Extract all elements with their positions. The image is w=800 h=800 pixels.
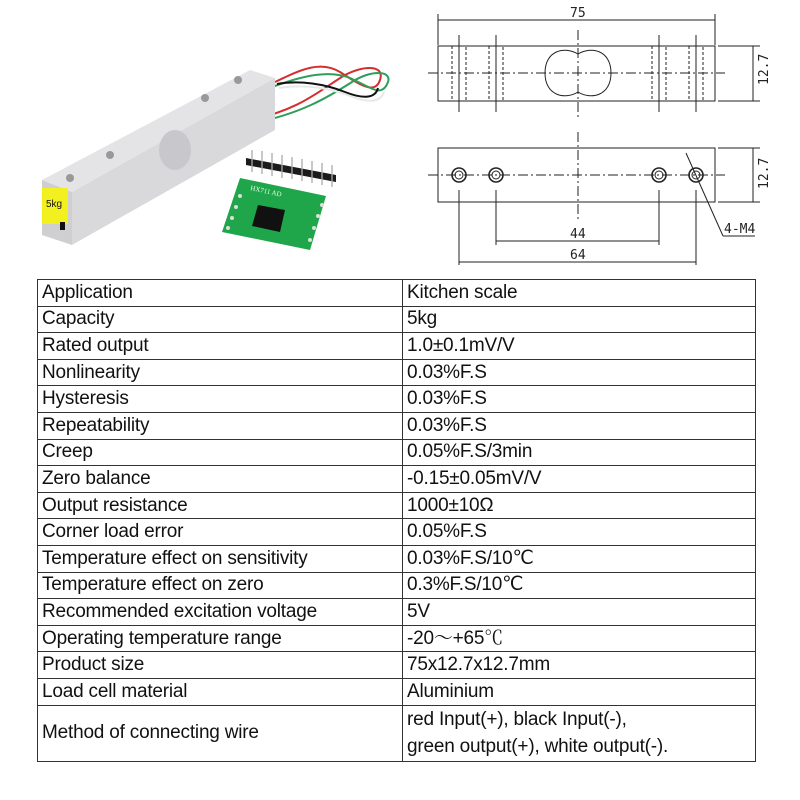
row-value: Kitchen scale (403, 280, 756, 307)
row-value: 0.05%F.S/3min (403, 439, 756, 466)
table-row (38, 439, 756, 466)
table-row (38, 412, 756, 439)
thread-note: 4-M4 (724, 222, 756, 237)
pin-header (246, 150, 336, 187)
table-row (38, 359, 756, 386)
spec-table (37, 279, 756, 762)
row-value: 0.05%F.S (403, 519, 756, 546)
row-value: 1000±10Ω (403, 492, 756, 519)
row-label: Nonlinearity (38, 359, 403, 386)
capacity-sticker-text: 5kg (46, 199, 63, 210)
table-row (38, 306, 756, 333)
table-row (38, 652, 756, 679)
table-row (38, 678, 756, 705)
row-label: Product size (38, 652, 403, 679)
dimension-drawing (400, 0, 800, 270)
dim-height-top: 12.7 (757, 53, 772, 85)
row-label: Corner load error (38, 519, 403, 546)
table-row (38, 386, 756, 413)
table-row (38, 625, 756, 652)
row-value: Aluminium (403, 678, 756, 705)
wiring-line-1: red Input(+), black Input(-), (407, 709, 627, 730)
row-value: -0.15±0.05mV/V (403, 466, 756, 493)
row-value: 0.03%F.S/10℃ (403, 545, 756, 572)
row-value: 0.03%F.S (403, 412, 756, 439)
dim-outer-spacing: 64 (570, 248, 586, 263)
row-label: Recommended excitation voltage (38, 599, 403, 626)
row-label: Repeatability (38, 412, 403, 439)
row-value: 1.0±0.1mV/V (403, 333, 756, 360)
row-label: Rated output (38, 333, 403, 360)
hx711-board (222, 178, 326, 250)
table-row (38, 492, 756, 519)
row-label: Output resistance (38, 492, 403, 519)
row-label: Zero balance (38, 466, 403, 493)
dim-length: 75 (570, 6, 586, 21)
row-label: Hysteresis (38, 386, 403, 413)
table-row (38, 572, 756, 599)
row-label: Temperature effect on zero (38, 572, 403, 599)
row-label: Load cell material (38, 678, 403, 705)
row-value (403, 705, 756, 761)
table-row (38, 545, 756, 572)
row-value: -20～+65℃ (403, 625, 756, 652)
table-row (38, 333, 756, 360)
table-row-wiring (38, 705, 756, 761)
row-label: Creep (38, 439, 403, 466)
row-value: 5V (403, 599, 756, 626)
row-value: 75x12.7x12.7mm (403, 652, 756, 679)
row-label: Temperature effect on sensitivity (38, 545, 403, 572)
table-row (38, 280, 756, 307)
table-row (38, 519, 756, 546)
dim-inner-spacing: 44 (570, 227, 586, 242)
row-label: Operating temperature range (38, 625, 403, 652)
product-photo (0, 0, 400, 270)
row-value: 0.03%F.S (403, 386, 756, 413)
wiring-line-2: green output(+), white output(-). (407, 736, 669, 757)
row-value: 0.03%F.S (403, 359, 756, 386)
row-value: 0.3%F.S/10℃ (403, 572, 756, 599)
row-label: Application (38, 280, 403, 307)
table-row (38, 599, 756, 626)
table-row (38, 466, 756, 493)
row-value: 5kg (403, 306, 756, 333)
row-label: Method of connecting wire (38, 705, 403, 761)
row-label: Capacity (38, 306, 403, 333)
board-label: HX711 AD (249, 184, 283, 199)
dim-height-bottom: 12.7 (757, 157, 772, 189)
